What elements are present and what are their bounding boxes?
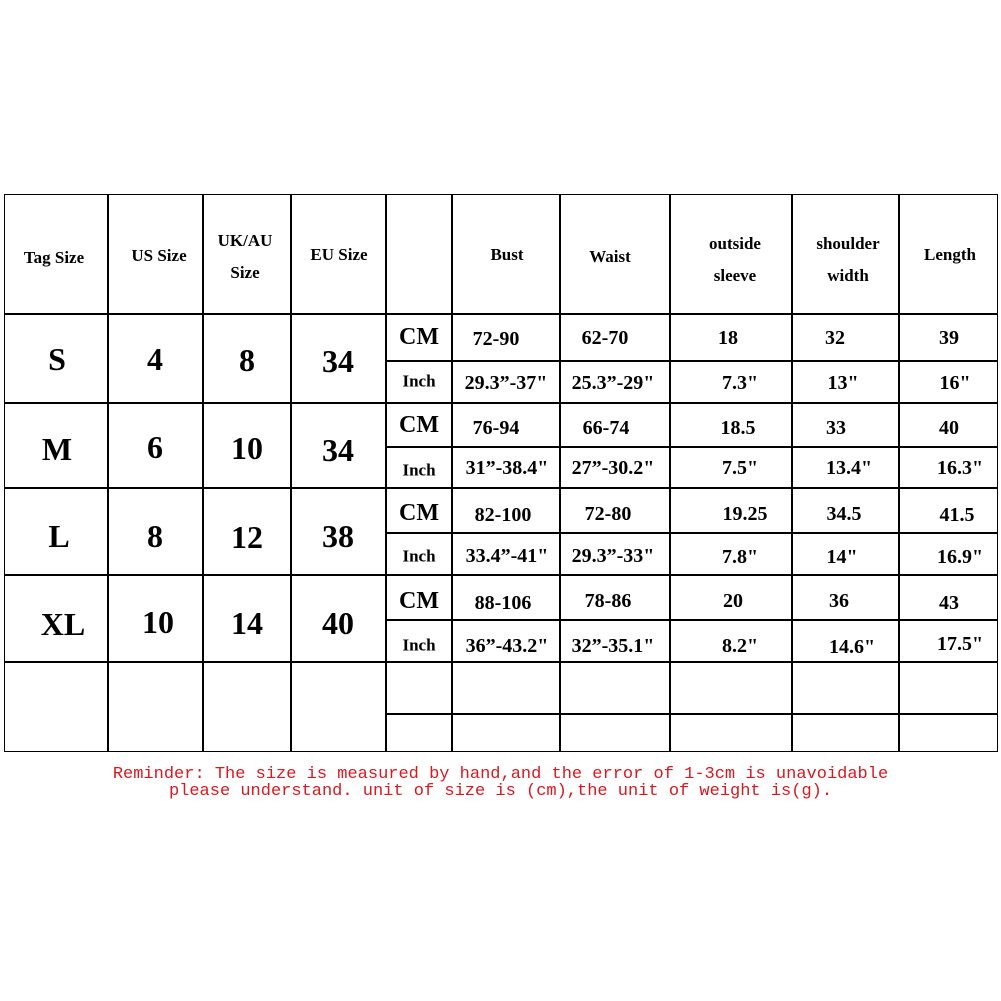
waist-inch-cell: 32”-35.1" (571, 635, 655, 657)
waist-inch-cell: 27”-30.2" (571, 457, 655, 479)
reminder-line-1: Reminder: The size is measured by hand,and the error of 1-3cm is unavoidable (112, 765, 889, 784)
eu-size-cell: 34 (322, 343, 354, 379)
waist-cm-cell: 66-74 (582, 417, 630, 439)
uk-size-cell: 12 (231, 519, 263, 555)
unit-cm-label: CM (399, 500, 439, 526)
us-size-cell: 6 (147, 429, 163, 465)
shoulder-inch-cell: 13.4" (825, 457, 873, 479)
sleeve-inch-cell: 7.8" (721, 546, 759, 568)
us-size-cell: 8 (147, 518, 163, 554)
shoulder-inch-cell: 14" (826, 546, 858, 568)
bust-inch-cell: 31”-38.4" (465, 457, 549, 479)
row-divider (5, 661, 997, 663)
length-cm-cell: 40 (939, 417, 959, 439)
tag-size-cell: XL (40, 606, 86, 642)
waist-cm-cell: 62-70 (581, 327, 629, 349)
reminder-line-2: please understand. unit of size is (cm),the unit of weight is(g). (168, 782, 833, 801)
column-divider (898, 195, 900, 751)
header-tag-size: Tag Size (23, 248, 85, 267)
column-divider (290, 195, 292, 751)
subrow-divider (385, 360, 997, 362)
bust-cm-cell: 82-100 (474, 504, 532, 526)
bust-cm-cell: 76-94 (472, 417, 520, 439)
shoulder-cm-cell: 33 (826, 417, 846, 439)
unit-cm-label: CM (399, 588, 439, 614)
subrow-divider (385, 446, 997, 448)
column-divider (202, 195, 204, 751)
sleeve-inch-cell: 7.3" (721, 372, 759, 394)
bust-inch-cell: 33.4”-41" (465, 545, 549, 567)
unit-inch-label: Inch (402, 371, 436, 391)
unit-inch-label: Inch (402, 460, 436, 480)
uk-size-cell: 10 (231, 430, 263, 466)
size-chart-table (4, 194, 998, 752)
shoulder-cm-cell: 34.5 (826, 503, 862, 525)
length-inch-cell: 16" (939, 372, 971, 394)
waist-inch-cell: 29.3”-33" (571, 545, 655, 567)
sleeve-cm-cell: 18.5 (720, 417, 756, 439)
bust-inch-cell: 36”-43.2" (465, 635, 549, 657)
eu-size-cell: 34 (322, 432, 354, 468)
length-inch-cell: 16.9" (936, 546, 984, 568)
sleeve-inch-cell: 8.2" (721, 635, 759, 657)
us-size-cell: 4 (147, 341, 163, 377)
sleeve-cm-cell: 20 (723, 590, 743, 612)
shoulder-inch-cell: 14.6" (828, 636, 876, 658)
subrow-divider (385, 713, 997, 715)
waist-cm-cell: 72-80 (584, 503, 632, 525)
column-divider (451, 195, 453, 751)
sleeve-cm-cell: 19.25 (722, 503, 768, 525)
length-inch-cell: 17.5" (936, 633, 984, 655)
length-cm-cell: 43 (939, 592, 959, 614)
uk-size-cell: 14 (231, 605, 263, 641)
row-divider (5, 313, 997, 315)
tag-size-cell: S (48, 341, 66, 377)
subrow-divider (385, 619, 997, 621)
header-uk-au-size: UK/AU Size (217, 231, 273, 282)
unit-inch-label: Inch (402, 635, 436, 655)
row-divider (5, 402, 997, 404)
header-eu-size: EU Size (310, 245, 368, 264)
waist-cm-cell: 78-86 (584, 590, 632, 612)
column-divider (107, 195, 109, 751)
length-cm-cell: 39 (939, 327, 959, 349)
us-size-cell: 10 (142, 604, 174, 640)
row-divider (5, 487, 997, 489)
shoulder-inch-cell: 13" (827, 372, 859, 394)
header-outside-sleeve: outside sleeve (709, 234, 761, 285)
shoulder-cm-cell: 32 (825, 327, 845, 349)
row-divider (5, 574, 997, 576)
reminder-note (0, 766, 1001, 800)
eu-size-cell: 38 (322, 518, 354, 554)
column-divider (791, 195, 793, 751)
header-shoulder-width: shoulder width (816, 234, 880, 285)
tag-size-cell: L (48, 518, 70, 554)
subrow-divider (385, 532, 997, 534)
header-waist: Waist (589, 247, 631, 266)
sleeve-inch-cell: 7.5" (721, 457, 759, 479)
header-length: Length (924, 245, 976, 264)
bust-inch-cell: 29.3”-37" (464, 372, 548, 394)
unit-inch-label: Inch (402, 546, 436, 566)
column-divider (669, 195, 671, 751)
length-cm-cell: 41.5 (939, 504, 975, 526)
header-bust: Bust (490, 245, 524, 264)
waist-inch-cell: 25.3”-29" (571, 372, 655, 394)
header-us-size: US Size (131, 246, 187, 265)
unit-cm-label: CM (399, 324, 439, 350)
shoulder-cm-cell: 36 (829, 590, 849, 612)
column-divider (385, 195, 387, 751)
length-inch-cell: 16.3" (936, 457, 984, 479)
bust-cm-cell: 88-106 (474, 592, 532, 614)
column-divider (559, 195, 561, 751)
unit-cm-label: CM (399, 412, 439, 438)
sleeve-cm-cell: 18 (718, 327, 738, 349)
uk-size-cell: 8 (239, 342, 255, 378)
eu-size-cell: 40 (322, 605, 354, 641)
bust-cm-cell: 72-90 (472, 328, 520, 350)
tag-size-cell: M (41, 431, 73, 467)
